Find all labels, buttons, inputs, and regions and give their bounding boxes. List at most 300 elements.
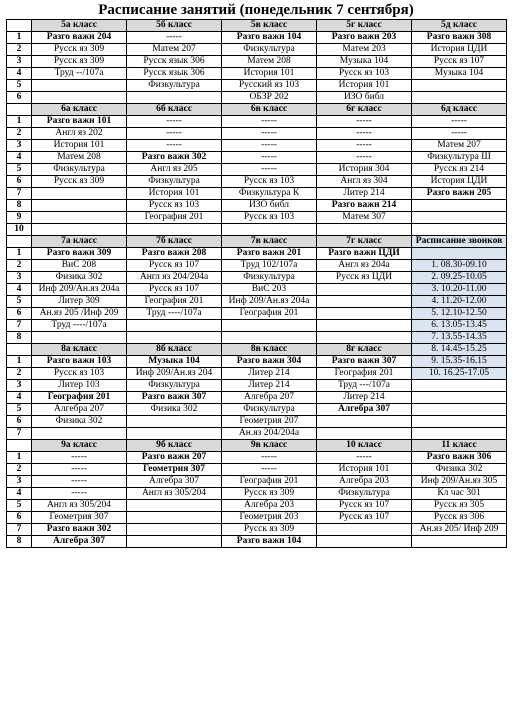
lesson-number: 3 [7, 56, 32, 68]
lesson-cell: Физкультура [222, 404, 317, 416]
empty-cell [412, 404, 507, 416]
lesson-cell: ----- [412, 116, 507, 128]
lesson-row [7, 320, 507, 332]
lesson-cell: Литер 103 [32, 380, 127, 392]
lesson-cell [222, 320, 317, 332]
lesson-cell: Литер 214 [222, 368, 317, 380]
class-header: 6а класс [32, 104, 127, 116]
lesson-cell: Русск язык 306 [127, 56, 222, 68]
lesson-cell: Англ яз 202 [32, 128, 127, 140]
lesson-cell: Русский яз 103 [222, 80, 317, 92]
lesson-row [7, 68, 507, 80]
lesson-cell: Труд ----/107а [32, 320, 127, 332]
lesson-cell: Русск яз 107 [317, 500, 412, 512]
lesson-cell: ИЗО библ [222, 200, 317, 212]
empty-cell [412, 416, 507, 428]
lesson-cell: Разго важн 103 [32, 356, 127, 368]
lesson-row [7, 356, 507, 368]
lesson-cell [127, 512, 222, 524]
lesson-cell: Инф 209/Ан.яз 204 [127, 368, 222, 380]
bell-time: 9. 15.35-16.15 [412, 356, 507, 368]
lesson-cell: Разго важн 214 [317, 200, 412, 212]
lesson-cell: ----- [222, 128, 317, 140]
lesson-cell: Матем 208 [222, 56, 317, 68]
lesson-cell: Разго важн 207 [127, 452, 222, 464]
class-header: 7б класс [127, 236, 222, 248]
lesson-cell: Матем 207 [127, 44, 222, 56]
lesson-cell: Физкультура [222, 44, 317, 56]
lesson-cell: Разго важн 201 [222, 248, 317, 260]
lesson-number: 1 [7, 116, 32, 128]
lesson-number: 1 [7, 32, 32, 44]
bells-header: Расписание звонков [412, 236, 507, 248]
lesson-number: 8 [7, 332, 32, 344]
lesson-cell: Алгебра 307 [32, 536, 127, 548]
lesson-cell [412, 92, 507, 104]
lesson-row [7, 260, 507, 272]
lesson-number: 8 [7, 200, 32, 212]
lesson-number: 7 [7, 524, 32, 536]
lesson-number: 2 [7, 464, 32, 476]
lesson-row [7, 284, 507, 296]
lesson-cell: ----- [412, 128, 507, 140]
lesson-cell [317, 320, 412, 332]
lesson-row [7, 140, 507, 152]
lesson-cell: ----- [317, 116, 412, 128]
lesson-row [7, 500, 507, 512]
class-header: 7а класс [32, 236, 127, 248]
lesson-cell [32, 188, 127, 200]
lesson-cell: ----- [317, 128, 412, 140]
lesson-cell: Геометрия 307 [32, 512, 127, 524]
lesson-cell: Русск яз 103 [127, 200, 222, 212]
lesson-cell: Инф 209/Ан.яз 204а [222, 296, 317, 308]
empty-cell [412, 392, 507, 404]
lesson-cell: Физика 302 [32, 272, 127, 284]
lesson-cell: Физкультура [127, 176, 222, 188]
lesson-row [7, 296, 507, 308]
lesson-cell: География 201 [222, 476, 317, 488]
lesson-cell: Разго важн 205 [412, 188, 507, 200]
class-header: 5а класс [32, 20, 127, 32]
lesson-cell: ----- [32, 488, 127, 500]
lesson-row [7, 164, 507, 176]
lesson-number: 3 [7, 140, 32, 152]
lesson-cell: Инф 209/Ан.яз 305 [412, 476, 507, 488]
class-header: 11 класс [412, 440, 507, 452]
lesson-cell: Русск яз 309 [32, 56, 127, 68]
lesson-cell: Физкультура [32, 164, 127, 176]
header-corner [7, 20, 32, 32]
bell-time: 6. 13.05-13.45 [412, 320, 507, 332]
header-corner [7, 440, 32, 452]
bell-time: 5. 12.10-12.50 [412, 308, 507, 320]
lesson-cell: Ан.яз 205 /Инф 209 [32, 308, 127, 320]
lesson-row [7, 452, 507, 464]
lesson-cell: Русск яз 103 [317, 68, 412, 80]
lesson-cell: Англ яз 305/204 [32, 500, 127, 512]
lesson-cell: ----- [317, 152, 412, 164]
lesson-cell [127, 500, 222, 512]
lesson-cell: ----- [127, 32, 222, 44]
lesson-cell: Ан.яз 205/ Инф 209 [412, 524, 507, 536]
lesson-cell: Русск яз 306 [412, 512, 507, 524]
lesson-cell: Русск яз 309 [222, 524, 317, 536]
lesson-row [7, 404, 507, 416]
lesson-row [7, 248, 507, 260]
lesson-cell [32, 332, 127, 344]
class-header: 9а класс [32, 440, 127, 452]
lesson-cell: География 201 [32, 392, 127, 404]
lesson-number: 9 [7, 212, 32, 224]
lesson-cell: Разго важн 306 [412, 452, 507, 464]
class-header: 5г класс [317, 20, 412, 32]
lesson-cell [412, 200, 507, 212]
class-header: 9б класс [127, 440, 222, 452]
lesson-cell: Русск яз 103 [222, 212, 317, 224]
lesson-cell: История ЦДИ [412, 44, 507, 56]
lesson-cell [32, 80, 127, 92]
lesson-cell [127, 428, 222, 440]
lesson-cell: ----- [317, 140, 412, 152]
lesson-row [7, 56, 507, 68]
lesson-row [7, 188, 507, 200]
lesson-row [7, 44, 507, 56]
page-title: Расписание занятий (понедельник 7 сентября) [98, 2, 414, 18]
lesson-number: 10 [7, 224, 32, 236]
lesson-cell: История 304 [317, 164, 412, 176]
lesson-cell: Англ яз 204/204а [127, 272, 222, 284]
lesson-cell: Инф 209/Ан.яз 204а [32, 284, 127, 296]
lesson-cell: Труд ----/107а [127, 308, 222, 320]
lesson-cell: Ан.яз 204/204а [222, 428, 317, 440]
lesson-row [7, 176, 507, 188]
lesson-cell: Физика 302 [32, 416, 127, 428]
lesson-cell: Алгебра 203 [222, 500, 317, 512]
lesson-number: 6 [7, 176, 32, 188]
lesson-cell: Кл час 301 [412, 488, 507, 500]
lesson-number: 3 [7, 272, 32, 284]
lesson-cell: Физика 302 [412, 464, 507, 476]
lesson-cell: Физкультура [317, 488, 412, 500]
lesson-cell: Разго важн 203 [317, 32, 412, 44]
lesson-cell: История 101 [222, 68, 317, 80]
class-header-row [7, 344, 507, 356]
lesson-cell [32, 428, 127, 440]
lesson-cell [412, 536, 507, 548]
lesson-number: 6 [7, 416, 32, 428]
lesson-cell: Русск яз 103 [222, 176, 317, 188]
lesson-cell [317, 536, 412, 548]
lesson-number: 5 [7, 80, 32, 92]
class-header: 8в класс [222, 344, 317, 356]
lesson-cell: ВиС 203 [222, 284, 317, 296]
lesson-row [7, 416, 507, 428]
lesson-cell: ----- [127, 128, 222, 140]
lesson-number: 1 [7, 248, 32, 260]
lesson-number: 1 [7, 452, 32, 464]
lesson-cell [317, 416, 412, 428]
lesson-cell: Труд ---/107а [317, 380, 412, 392]
lesson-cell: ----- [222, 152, 317, 164]
lesson-cell [32, 92, 127, 104]
lesson-cell: Труд 102/107а [222, 260, 317, 272]
lesson-cell: ----- [222, 464, 317, 476]
lesson-cell: Англ яз 204а [317, 260, 412, 272]
lesson-cell: ----- [222, 140, 317, 152]
bell-time: 1. 08.30-09.10 [412, 260, 507, 272]
lesson-cell: Разго важн 208 [127, 248, 222, 260]
lesson-cell: ИЗО библ [317, 92, 412, 104]
lesson-cell [317, 332, 412, 344]
lesson-cell: Русск яз 305 [412, 500, 507, 512]
lesson-row [7, 392, 507, 404]
lesson-cell: Литер 309 [32, 296, 127, 308]
lesson-cell: Разго важн 307 [317, 356, 412, 368]
lesson-cell: Матем 208 [32, 152, 127, 164]
lesson-cell: Англ яз 304 [317, 176, 412, 188]
lesson-cell: Алгебра 307 [317, 404, 412, 416]
lesson-cell: Геометрия 307 [127, 464, 222, 476]
lesson-number: 1 [7, 356, 32, 368]
lesson-cell: ----- [32, 476, 127, 488]
lesson-row [7, 212, 507, 224]
lesson-cell: История 101 [32, 140, 127, 152]
lesson-cell [317, 224, 412, 236]
lesson-cell: Русск яз 214 [412, 164, 507, 176]
lesson-cell: Разго важн ЦДИ [317, 248, 412, 260]
lesson-cell: Разго важн 104 [222, 32, 317, 44]
lesson-cell [412, 224, 507, 236]
lesson-number: 2 [7, 44, 32, 56]
lesson-number: 5 [7, 500, 32, 512]
lesson-cell: Разго важн 302 [32, 524, 127, 536]
lesson-row [7, 80, 507, 92]
bell-time: 10. 16.25-17.05 [412, 368, 507, 380]
lesson-cell: Русск яз 107 [127, 284, 222, 296]
lesson-cell: Музыка 104 [317, 56, 412, 68]
lesson-cell: Литер 214 [222, 380, 317, 392]
lesson-cell: ВиС 208 [32, 260, 127, 272]
lesson-cell: Русск яз 107 [412, 56, 507, 68]
lesson-number: 3 [7, 380, 32, 392]
bell-time: 2. 09.25-10.05 [412, 272, 507, 284]
lesson-cell [317, 524, 412, 536]
lesson-cell: Геометрия 203 [222, 512, 317, 524]
class-header: 9в класс [222, 440, 317, 452]
lesson-cell [32, 212, 127, 224]
lesson-row [7, 200, 507, 212]
class-header: 6в класс [222, 104, 317, 116]
lesson-row [7, 152, 507, 164]
class-header-row [7, 440, 507, 452]
lesson-row [7, 308, 507, 320]
lesson-cell: Матем 307 [317, 212, 412, 224]
lesson-cell [317, 308, 412, 320]
lesson-cell: Труд --/107а [32, 68, 127, 80]
class-header: 8б класс [127, 344, 222, 356]
lesson-row [7, 464, 507, 476]
lesson-row [7, 380, 507, 392]
lesson-cell: Разго важн 309 [32, 248, 127, 260]
header-corner [7, 104, 32, 116]
lesson-cell: Разго важн 304 [222, 356, 317, 368]
lesson-cell: География 201 [317, 368, 412, 380]
lesson-cell [32, 200, 127, 212]
lesson-cell: История 101 [317, 80, 412, 92]
lesson-cell: Англ яз 305/204 [127, 488, 222, 500]
lesson-row [7, 476, 507, 488]
class-header: 7г класс [317, 236, 412, 248]
class-header: 5в класс [222, 20, 317, 32]
lesson-cell [127, 524, 222, 536]
class-header: 10 класс [317, 440, 412, 452]
class-header: 6г класс [317, 104, 412, 116]
lesson-cell: Алгебра 207 [32, 404, 127, 416]
lesson-cell: Геометрия 207 [222, 416, 317, 428]
lesson-cell: Матем 207 [412, 140, 507, 152]
lesson-cell: ----- [222, 164, 317, 176]
class-header: 8а класс [32, 344, 127, 356]
lesson-cell [317, 296, 412, 308]
lesson-number: 4 [7, 392, 32, 404]
lesson-cell: ----- [32, 464, 127, 476]
lesson-cell: ОБЗР 202 [222, 92, 317, 104]
class-header-row [7, 20, 507, 32]
lesson-cell [317, 284, 412, 296]
lesson-cell: Физкультура К [222, 188, 317, 200]
class-header: 5д класс [412, 20, 507, 32]
lesson-cell: Физкультура [222, 272, 317, 284]
lesson-cell: Англ яз 205 [127, 164, 222, 176]
lesson-row [7, 116, 507, 128]
class-header: 7в класс [222, 236, 317, 248]
lesson-cell: ----- [127, 116, 222, 128]
lesson-cell [127, 224, 222, 236]
lesson-number: 4 [7, 68, 32, 80]
lesson-cell [127, 320, 222, 332]
lesson-cell: Матем 203 [317, 44, 412, 56]
lesson-cell: История 101 [127, 188, 222, 200]
lesson-cell: ----- [127, 140, 222, 152]
lesson-cell: Музыка 104 [127, 356, 222, 368]
lesson-number: 6 [7, 512, 32, 524]
lesson-number: 7 [7, 320, 32, 332]
lesson-cell [222, 332, 317, 344]
class-header: 8г класс [317, 344, 412, 356]
lesson-cell: География 201 [222, 308, 317, 320]
lesson-cell: Литер 214 [317, 188, 412, 200]
lesson-number: 3 [7, 476, 32, 488]
lesson-cell: Разго важн 101 [32, 116, 127, 128]
lesson-cell: История ЦДИ [412, 176, 507, 188]
lesson-cell: Русск яз 309 [32, 176, 127, 188]
schedule-table [6, 19, 507, 548]
header-corner [7, 344, 32, 356]
lesson-row [7, 272, 507, 284]
lesson-cell: Физкультура [127, 80, 222, 92]
lesson-cell: Русск яз 107 [317, 512, 412, 524]
lesson-cell: Физкультура [127, 380, 222, 392]
empty-cell [412, 428, 507, 440]
lesson-cell: Разго важн 308 [412, 32, 507, 44]
class-header-row [7, 104, 507, 116]
bell-time: 7. 13.55-14.35 [412, 332, 507, 344]
lesson-row [7, 368, 507, 380]
lesson-cell [317, 428, 412, 440]
lesson-number: 5 [7, 404, 32, 416]
lesson-cell: Русск яз ЦДИ [317, 272, 412, 284]
lesson-cell: ----- [222, 116, 317, 128]
lesson-cell: Русск яз 103 [32, 368, 127, 380]
lesson-cell: Русск яз 309 [222, 488, 317, 500]
lesson-cell: Алгебра 203 [317, 476, 412, 488]
lesson-cell: Разго важн 302 [127, 152, 222, 164]
lesson-cell: География 201 [127, 212, 222, 224]
lesson-cell: Физкультура Ш [412, 152, 507, 164]
lesson-number: 2 [7, 260, 32, 272]
lesson-cell: Алгебра 307 [127, 476, 222, 488]
lesson-row [7, 128, 507, 140]
lesson-row [7, 524, 507, 536]
lesson-cell [412, 212, 507, 224]
lesson-cell: Разго важн 204 [32, 32, 127, 44]
lesson-number: 7 [7, 428, 32, 440]
lesson-number: 4 [7, 152, 32, 164]
class-header: 5б класс [127, 20, 222, 32]
lesson-cell [127, 536, 222, 548]
lesson-row [7, 92, 507, 104]
lesson-number: 2 [7, 128, 32, 140]
lesson-row [7, 428, 507, 440]
lesson-cell: История 101 [317, 464, 412, 476]
lesson-number: 4 [7, 488, 32, 500]
lesson-cell [127, 332, 222, 344]
lesson-cell: Алгебра 207 [222, 392, 317, 404]
lesson-cell: Музыка 104 [412, 68, 507, 80]
lesson-row [7, 488, 507, 500]
lesson-cell: Разго важн 307 [127, 392, 222, 404]
lesson-cell [127, 416, 222, 428]
class-header-row [7, 236, 507, 248]
lesson-cell [32, 224, 127, 236]
lesson-cell: ----- [32, 452, 127, 464]
lesson-cell [222, 224, 317, 236]
lesson-number: 4 [7, 284, 32, 296]
lesson-cell: ----- [222, 452, 317, 464]
class-header: 6д класс [412, 104, 507, 116]
lesson-cell: Физика 302 [127, 404, 222, 416]
lesson-cell: География 201 [127, 296, 222, 308]
lesson-cell: Русск язык 306 [127, 68, 222, 80]
lesson-number: 2 [7, 368, 32, 380]
bell-time: 3. 10.20-11.00 [412, 284, 507, 296]
lesson-cell [412, 80, 507, 92]
lesson-row [7, 32, 507, 44]
lesson-number: 5 [7, 296, 32, 308]
lesson-cell: ----- [317, 452, 412, 464]
lesson-number: 6 [7, 308, 32, 320]
lesson-cell: Русск яз 309 [32, 44, 127, 56]
class-header: 6б класс [127, 104, 222, 116]
lesson-cell: Русск яз 107 [127, 260, 222, 272]
bell-time: 8. 14.45-15.25 [412, 344, 507, 356]
bell-time: 4. 11.20-12.00 [412, 296, 507, 308]
lesson-number: 6 [7, 92, 32, 104]
lesson-number: 7 [7, 188, 32, 200]
lesson-cell: Разго важн 104 [222, 536, 317, 548]
lesson-cell [127, 92, 222, 104]
